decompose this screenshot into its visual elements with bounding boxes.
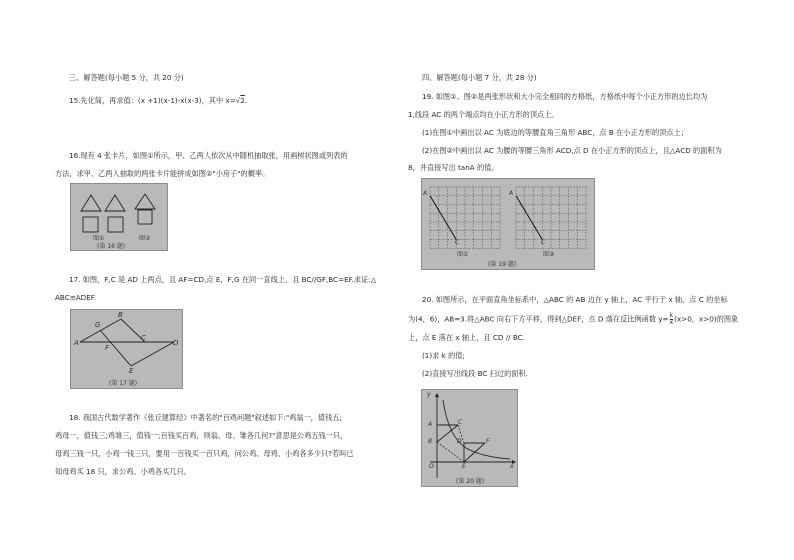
sqrt-symbol: √ (235, 96, 241, 105)
figure-19 (421, 178, 595, 270)
figure-19-label-a2: A (509, 190, 514, 197)
triangle-card-2 (105, 195, 125, 211)
figure-17-label-a: A (74, 339, 79, 347)
figure-16-caption-2: 图② (139, 235, 151, 242)
question-19-line-3: (1)在图①中画出以 AC 为底边的等腰直角三角形 ABC，点 B 在小正方形的顶点上； (422, 128, 688, 137)
figure-16 (70, 183, 168, 251)
figure-19-label-a1: A (423, 190, 428, 197)
figure-17 (70, 309, 183, 389)
house-roof (135, 194, 155, 209)
segment-ef (464, 443, 485, 462)
question-19-line-5: 8，并直接写出 tanA 的值。 (408, 163, 499, 172)
house-body (138, 210, 152, 224)
figure-20 (421, 389, 518, 487)
figure-17-label-c: C (141, 334, 146, 342)
figure-20-label-c: C (458, 419, 463, 426)
fraction-numerator: k (669, 312, 674, 319)
question-20-line-2-end: (x>0，x>0)的图象 (674, 314, 739, 324)
question-18-line-2: 鸡母一，值钱三;鸡雏三，值钱一;百钱买百鸡，则翁、母、雏各几何?"意思是公鸡五钱一只， (55, 431, 348, 440)
figure-20-label-x: x (510, 463, 514, 470)
segment-ac-2 (516, 196, 542, 240)
figure-17-caption: (第 17 题) (109, 380, 138, 387)
line-ed (131, 342, 174, 366)
segment-bc (437, 425, 458, 442)
question-18-line-1: 18. 我国古代数学著作《张丘建算经》中著名的"百鸡问题"叙述如下:"鸡翁一，值钱五; (69, 413, 342, 422)
question-18-line-4: 知母鸡买 18 只，求公鸡、小鸡各买几只。 (55, 467, 191, 476)
question-19-line-4: (2)在图②中画出以 AC 为腰的等腰三角形 ACD,点 D 在小正方形的顶点上，且△ACD 的面积为 (422, 146, 722, 155)
figure-17-label-f: F (105, 344, 110, 352)
square-card-1 (83, 217, 98, 232)
question-16-line-1: 16.现有 4 张卡片，如图①所示，甲、乙两人依次从中随机抽取张，用画树状图或列表的 (69, 151, 348, 160)
question-20-line-2-start: 为(4，6)，AB=3.将△ABC 向右下方平移，得到△DEF，点 D 落在反比例函数 y= (408, 314, 669, 324)
grid-1 (430, 187, 500, 248)
question-20-sub-2: (2)直接写出线段 BC 扫过的面积. (422, 369, 528, 378)
question-15-period: . (244, 96, 248, 105)
figure-17-label-g: G (95, 321, 101, 329)
figure-20-label-e: E (462, 463, 466, 470)
question-15-text: 15.先化简，再求值：(x +1)(x-1)-x(x-3)，其中 x= (69, 96, 236, 105)
figure-19-caption-2: 图② (543, 251, 555, 258)
figure-17-label-e: E (129, 367, 134, 375)
figure-19-caption-1: 图① (457, 251, 469, 258)
figure-20-label-y: y (427, 391, 431, 398)
figure-20-caption: (第 20 题) (456, 478, 485, 485)
triangle-card-1 (81, 195, 101, 211)
question-19-line-1: 19. 如图①、图②是两张形状和大小完全相同的方格纸，方格纸中每个小正方形的边长均为 (422, 92, 708, 101)
fraction-denominator: x (669, 319, 674, 326)
figure-20-label-o: O (429, 463, 434, 470)
segment-ac-1 (430, 196, 456, 240)
figure-20-drawing (422, 390, 517, 486)
section-header-3: 三、解答题(每小题 5 分，共 20 分) (69, 73, 184, 82)
figure-17-drawing (71, 310, 182, 388)
figure-20-label-f: F (486, 438, 490, 445)
grid-2 (516, 187, 586, 248)
question-15-root: 2 (240, 96, 245, 105)
figure-19-label-c1: C (455, 239, 460, 246)
question-20-sub-1: (1)求 k 的值; (422, 351, 465, 360)
section-header-4: 四、解答题(每小题 7 分，共 28 分) (422, 73, 537, 82)
question-15 (69, 96, 247, 105)
question-18-line-3: 母鸡三钱一只，小鸡一钱三只，要用一百钱买一百只鸡，问公鸡、母鸡、小鸡各多少只?若叫已 (55, 449, 354, 458)
figure-17-label-b: B (118, 311, 123, 319)
question-20-line-3: 上，点 E 落在 x 轴上，且 CD // BC. (408, 333, 525, 342)
figure-19-caption: (第 19 题) (488, 261, 517, 268)
y-axis-arrow (435, 393, 439, 397)
question-19-line-2: 1,线段 AC 的两个端点均在小正方形的顶点上。 (408, 110, 559, 119)
question-20-line-2 (408, 313, 738, 326)
question-20-line-1: 20. 如图所示，在平面直角坐标系中，△ABC 的 AB 边在 y 轴上，AC 平行于 x 轴，点 C 的坐标 (422, 295, 728, 304)
figure-19-drawing (422, 179, 594, 269)
square-card-2 (108, 217, 123, 232)
figure-20-label-d: D (457, 438, 462, 445)
fraction-k-over-x (670, 313, 674, 326)
figure-16-caption-1: 图① (93, 235, 105, 242)
question-17-line-2: ABC≌ADEF. (55, 293, 97, 302)
figure-16-caption: (第 16 题) (97, 243, 126, 250)
figure-20-label-a: A (428, 421, 433, 428)
figure-20-label-b: B (428, 438, 433, 445)
figure-19-label-c2: C (541, 239, 546, 246)
figure-17-label-d: D (173, 339, 179, 347)
question-16-line-2: 方法，求甲、乙两人抽取的两张卡片能拼成如图②"小房子"的概率。 (55, 169, 270, 178)
segment-be (437, 442, 464, 462)
question-17-line-1: 17. 如图，F,C 是 AD 上两点，且 AF=CD,点 E，F,G 在同一直线上，且 BC//GF,BC=EF.求证:△ (69, 275, 377, 284)
